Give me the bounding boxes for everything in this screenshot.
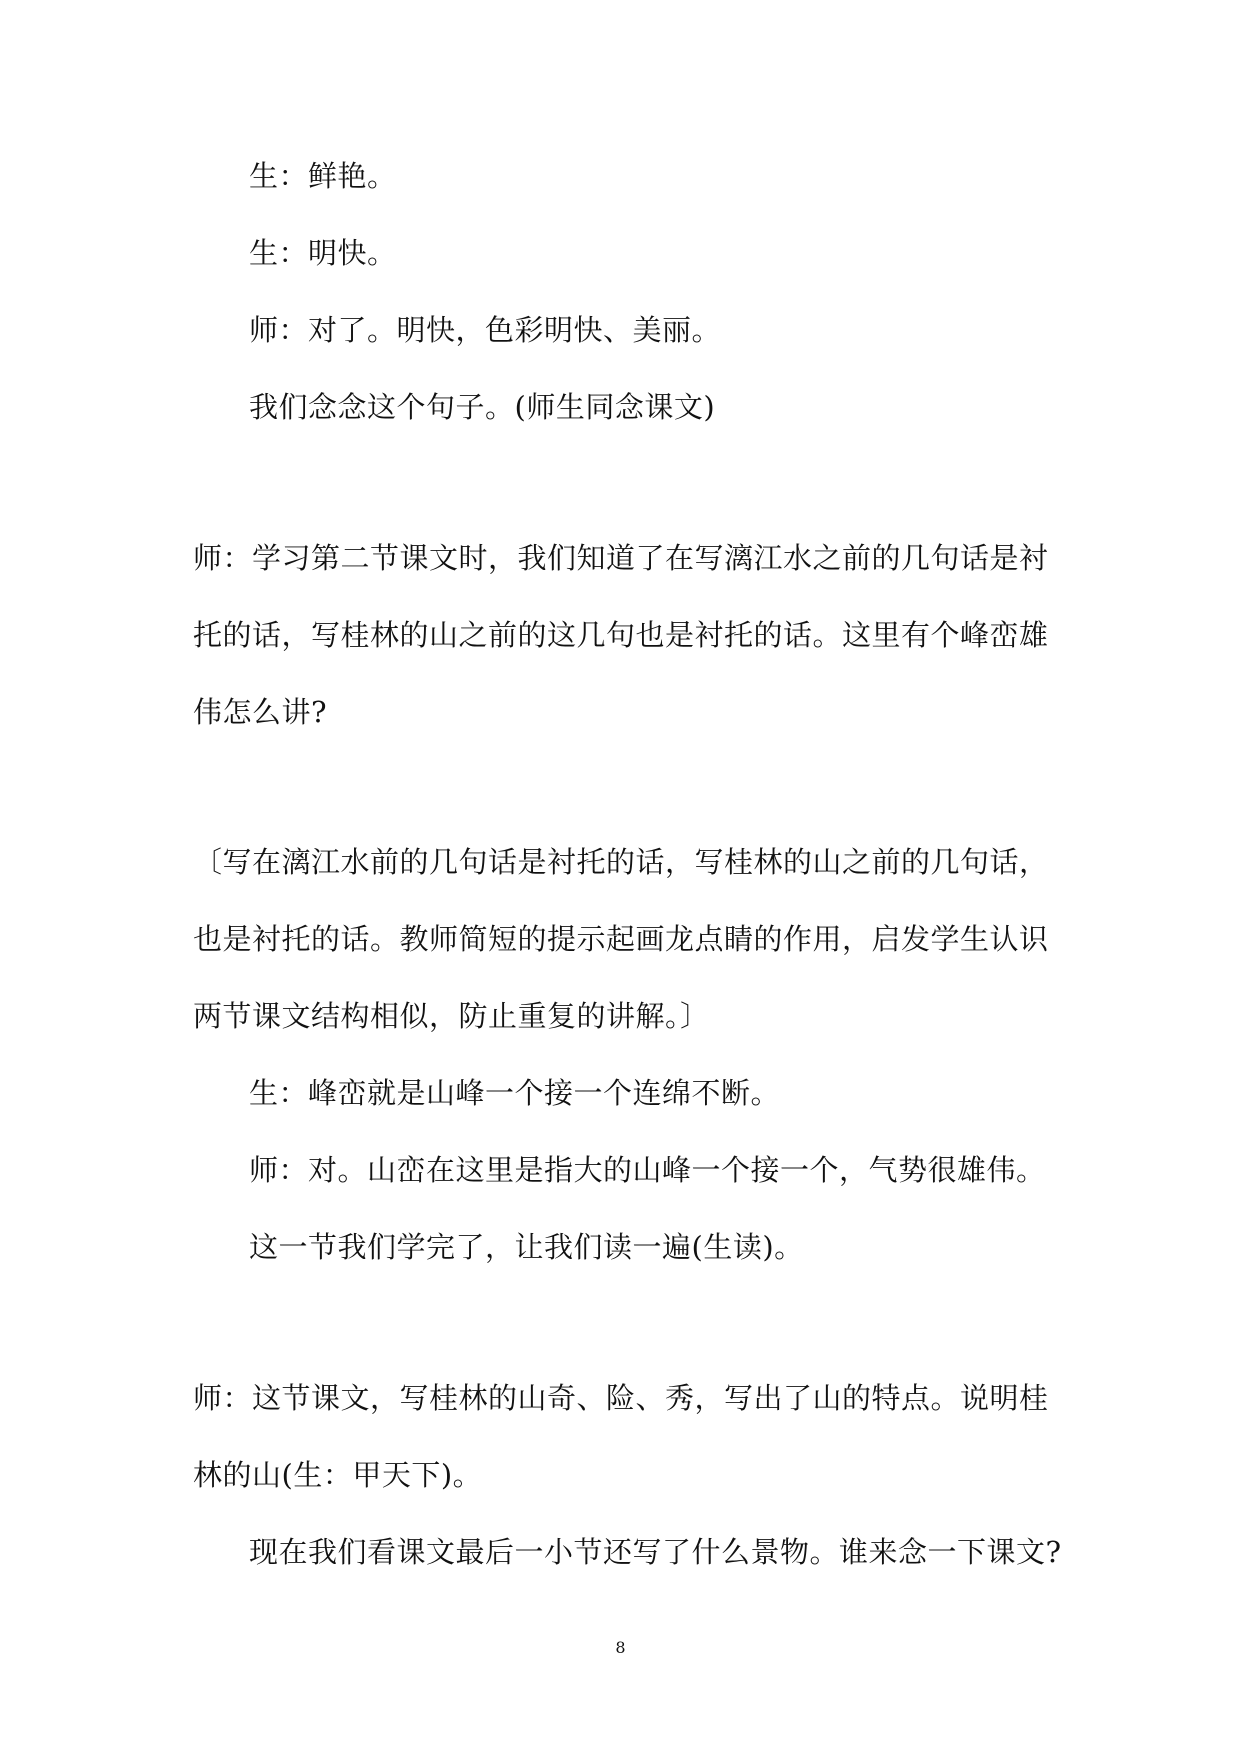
text-line: 现在我们看课文最后一小节还写了什么景物。谁来念一下课文? <box>249 1535 1062 1569</box>
text-line: 师：对了。明快，色彩明快、美丽。 <box>249 313 722 347</box>
text-line: 〔写在漓江水前的几句话是衬托的话，写桂林的山之前的几句话， <box>193 845 1049 879</box>
text-line: 两节课文结构相似，防止重复的讲解。〕 <box>193 999 710 1033</box>
text-line: 林的山(生：甲天下)。 <box>193 1458 483 1492</box>
text-line: 我们念念这个句子。(师生同念课文) <box>249 390 716 424</box>
text-line: 伟怎么讲? <box>193 695 328 729</box>
text-line: 生：鲜艳。 <box>249 159 397 193</box>
text-line: 生：峰峦就是山峰一个接一个连绵不断。 <box>249 1076 781 1110</box>
text-line: 也是衬托的话。教师简短的提示起画龙点睛的作用，启发学生认识 <box>193 922 1049 956</box>
text-line: 师：学习第二节课文时，我们知道了在写漓江水之前的几句话是衬 <box>193 541 1049 575</box>
text-line: 生：明快。 <box>249 236 397 270</box>
text-line: 师：这节课文，写桂林的山奇、险、秀，写出了山的特点。说明桂 <box>193 1381 1049 1415</box>
text-line: 托的话，写桂林的山之前的这几句也是衬托的话。这里有个峰峦雄 <box>193 618 1049 652</box>
text-line: 这一节我们学完了，让我们读一遍(生读)。 <box>249 1230 804 1264</box>
text-line: 师：对。山峦在这里是指大的山峰一个接一个，气势很雄伟。 <box>249 1153 1046 1187</box>
page-number: 8 <box>615 1638 626 1657</box>
